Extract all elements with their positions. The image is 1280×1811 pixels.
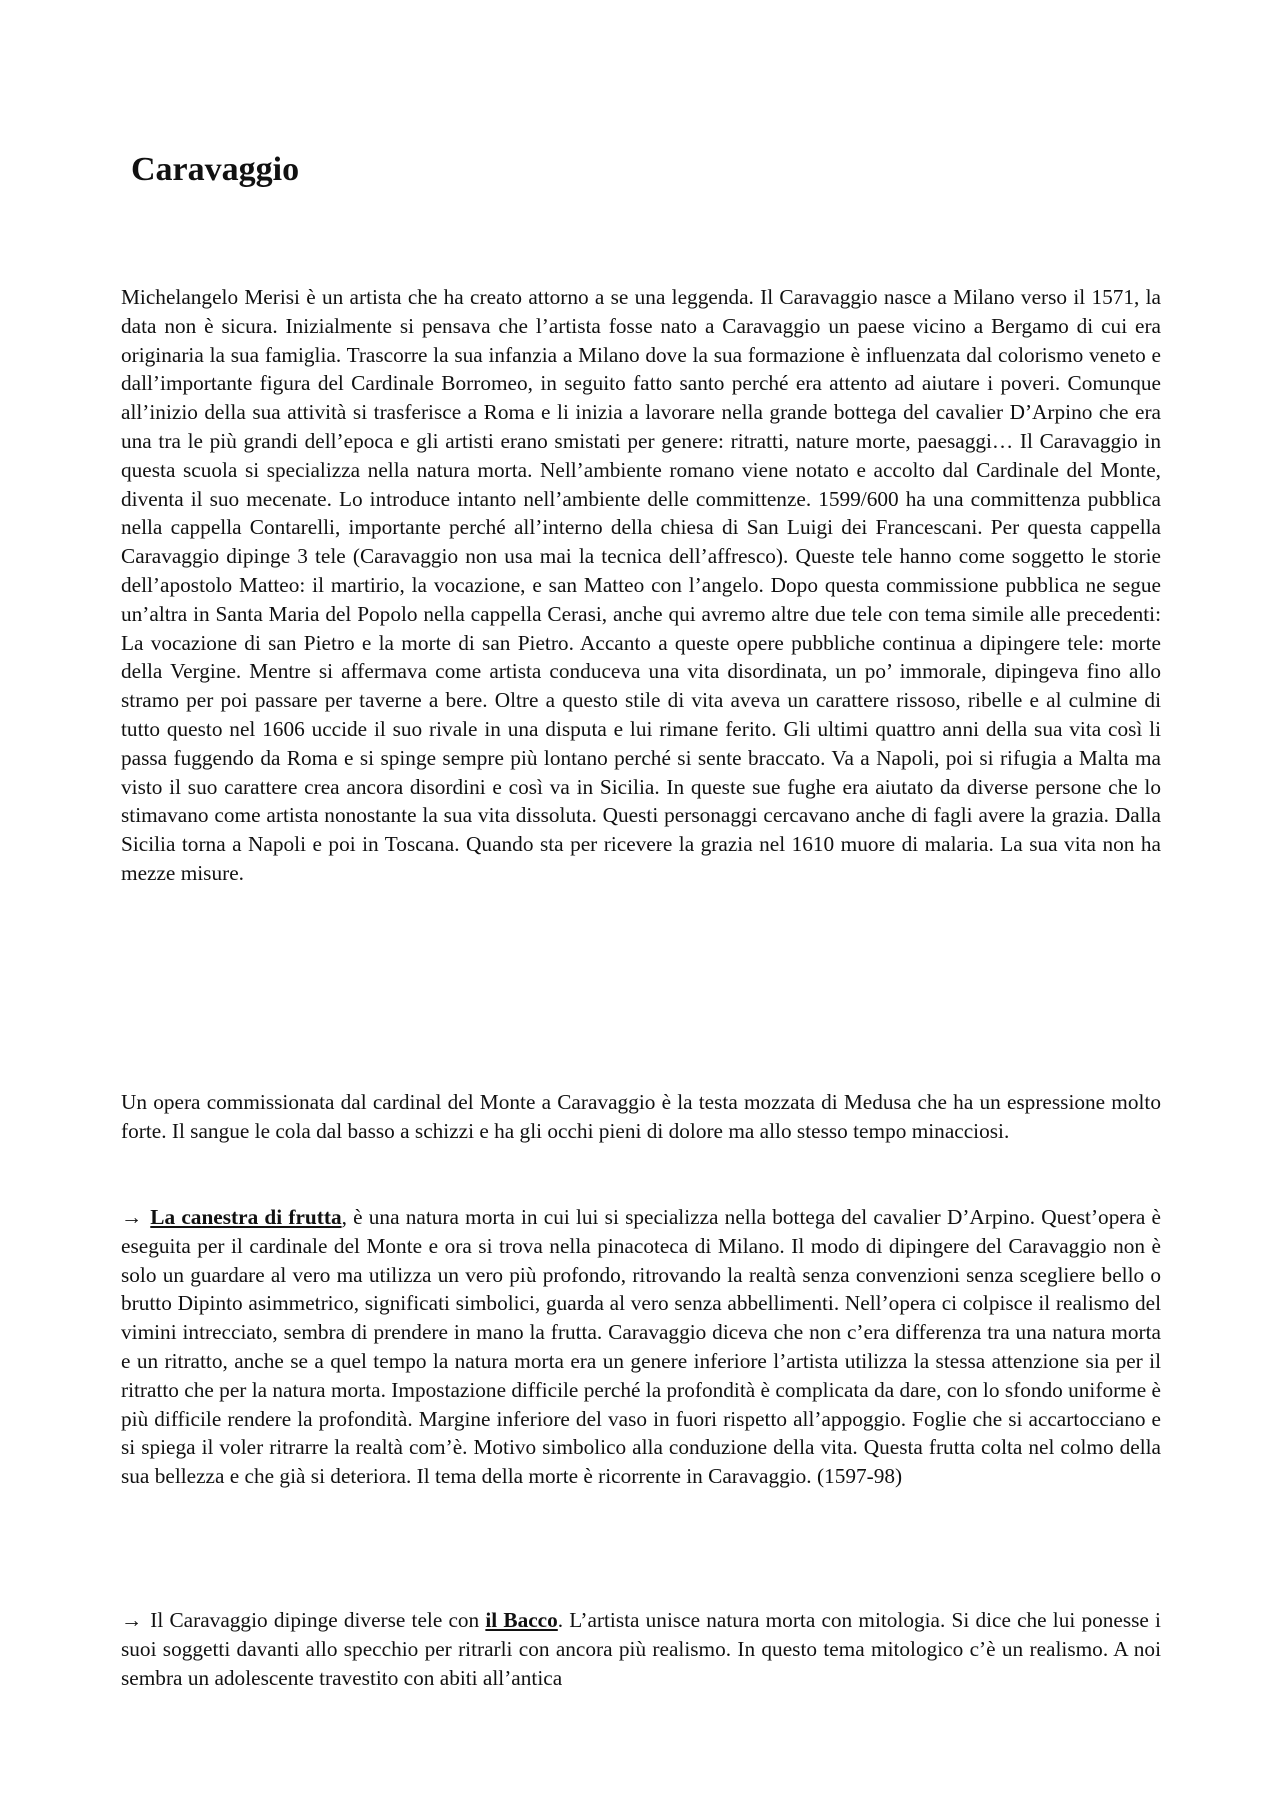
paragraph-bacco-text: . L’artista unisce natura morta con mitologia. Si dice che lui ponesse i suoi soggetti davanti allo specchio per ritrarli con ancora più realismo. In questo tema mitologico c’è un realismo. A noi sembra un adolescente travestito con abiti all’antica: [121, 1608, 1161, 1690]
paragraph-canestra: [121, 1203, 1161, 1491]
work-title-canestra: La canestra di frutta: [150, 1205, 342, 1229]
paragraph-bacco-lead: Il Caravaggio dipinge diverse tele con: [150, 1608, 486, 1632]
paragraph-biography: Michelangelo Merisi è un artista che ha creato attorno a se una leggenda. Il Caravaggio nasce a Milano verso il 1571, la data non è sicura. Inizialmente si pensava che l’artista fosse nato a Caravaggio un paese vicino a Bergamo di cui era originaria la sua famiglia. Trascorre la sua infanzia a Milano dove la sua formazione è influenzata dal colorismo veneto e dall’importante figura del Cardinale Borromeo, in seguito fatto santo perché era attento ad aiutare i poveri. Comunque all’inizio della sua attività si trasferisce a Roma e li inizia a lavorare nella grande bottega del cavalier D’Arpino che era una tra le più grandi dell’epoca e gli artisti erano smistati per genere: ritratti, nature morte, paesaggi… Il Caravaggio in questa scuola si specializza nella natura morta. Nell’ambiente romano viene notato e accolto dal Cardinale del Monte, diventa il suo mecenate. Lo introduce intanto nell’ambiente delle committenze. 1599/600 ha una committenza pubblica nella cappella Contarelli, importante perché all’interno della chiesa di San Luigi dei Francescani. Per questa cappella Caravaggio dipinge 3 tele (Caravaggio non usa mai la tecnica dell’affresco). Queste tele hanno come soggetto le storie dell’apostolo Matteo: il martirio, la vocazione, e san Matteo con l’angelo. Dopo questa commissione pubblica ne segue un’altra in Santa Maria del Popolo nella cappella Cerasi, anche qui avremo altre due tele con tema simile alle precedenti: La vocazione di san Pietro e la morte di san Pietro. Accanto a queste opere pubbliche continua a dipingere tele: morte della Vergine. Mentre si affermava come artista conduceva una vita disordinata, un po’ immorale, dipingeva fino allo stramo per poi passare per taverne a bere. Oltre a questo stile di vita aveva un carattere rissoso, ribelle e al culmine di tutto questo nel 1606 uccide il suo rivale in una disputa e lui rimane ferito. Gli ultimi quattro anni della sua vita così li passa fuggendo da Roma e si spinge sempre più lontano perché si sente braccato. Va a Napoli, poi si rifugia a Malta ma visto il suo carattere crea ancora disordini e così va in Sicilia. In queste sue fughe era aiutato da diverse persone che lo stimavano come artista nonostante la sua vita dissoluta. Questi personaggi cercavano anche di fagli avere la grazia. Dalla Sicilia torna a Napoli e poi in Toscana. Quando sta per ricevere la grazia nel 1610 muore di malaria. La sua vita non ha mezze misure.: [121, 285, 1161, 885]
paragraph-bacco: [121, 1606, 1161, 1692]
paragraph-medusa: Un opera commissionata dal cardinal del Monte a Caravaggio è la testa mozzata di Medusa che ha un espressione molto forte. Il sangue le cola dal basso a schizzi e ha gli occhi pieni di dolore ma allo stesso tempo minacciosi.: [121, 1090, 1161, 1143]
arrow-icon: →: [121, 1205, 143, 1229]
document-title: Caravaggio: [131, 151, 300, 188]
work-title-bacco: il Bacco: [485, 1608, 558, 1632]
arrow-icon: →: [121, 1608, 143, 1632]
paragraph-canestra-text: , è una natura morta in cui lui si specializza nella bottega del cavalier D’Arpino. Quest’opera è eseguita per il cardinale del Monte e ora si trova nella pinacoteca di Milano. Il modo di dipingere del Caravaggio non è solo un guardare al vero ma utilizza un vero più profondo, ritrovando la realtà senza convenzioni senza scegliere bello o brutto Dipinto asimmetrico, significati simbolici, guarda al vero senza abbellimenti. Nell’opera ci colpisce il realismo del vimini intrecciato, sembra di prendere in mano la frutta. Caravaggio diceva che non c’era differenza tra una natura morta e un ritratto, anche se a quel tempo la natura morta era un genere inferiore l’artista utilizza la stessa attenzione sia per il ritratto che per la natura morta. Impostazione difficile perché la profondità è complicata da dare, con lo sfondo uniforme è più difficile rendere la profondità. Margine inferiore del vaso in fuori rispetto all’appoggio. Foglie che si accartocciano e si spiega il voler ritrarre la realtà com’è. Motivo simbolico alla conduzione della vita. Questa frutta colta nel colmo della sua bellezza e che già si deteriora. Il tema della morte è ricorrente in Caravaggio. (1597-98): [121, 1205, 1161, 1489]
